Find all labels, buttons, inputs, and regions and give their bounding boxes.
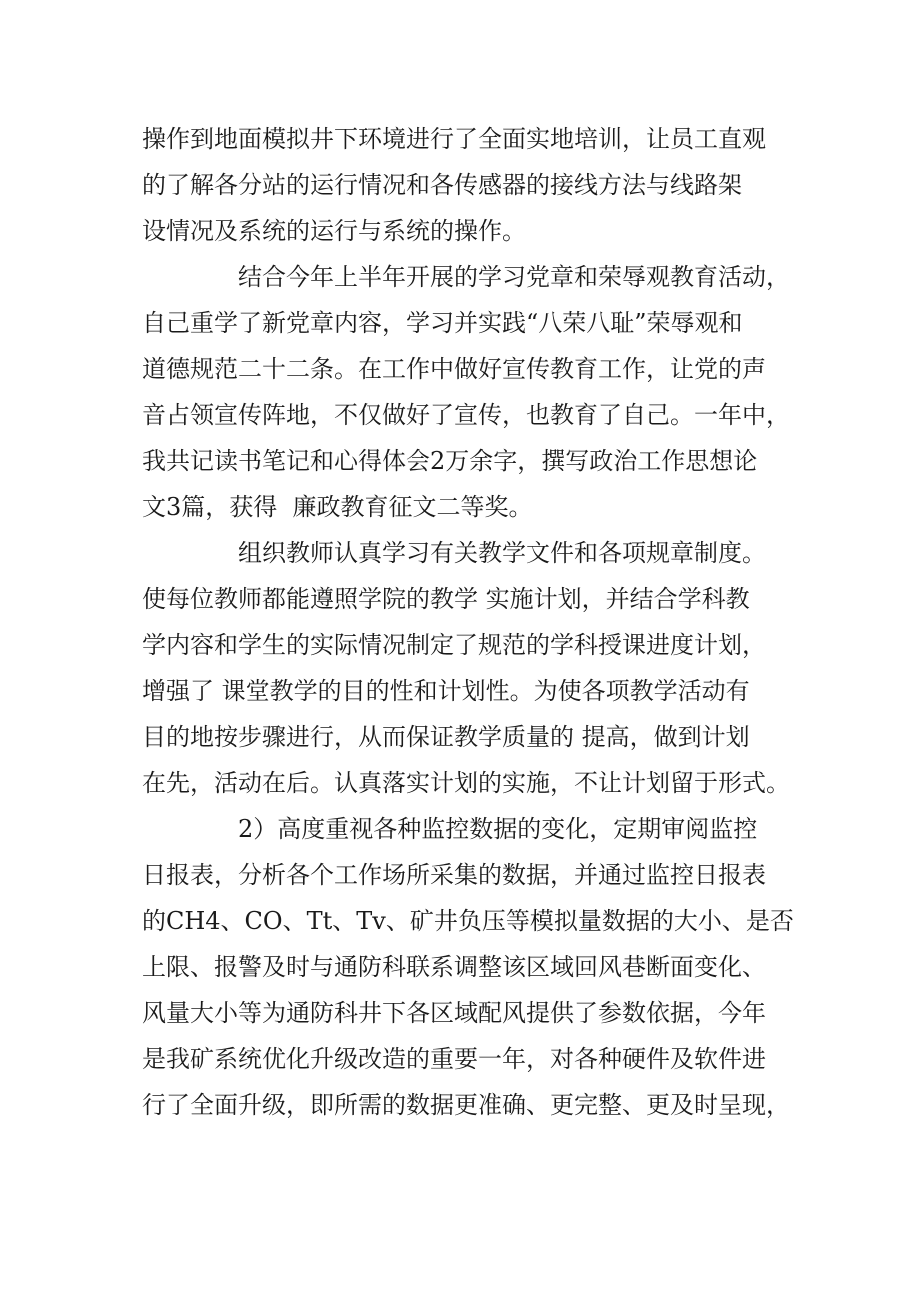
text-line: 结合今年上半年开展的学习党章和荣辱观教育活动，	[238, 263, 790, 291]
document-body	[142, 116, 802, 1128]
text-line: 组织教师认真学习有关教学文件和各项规章制度。	[238, 539, 766, 567]
text-line: 目的地按步骤进行，从而保证教学质量的 提高，做到计划	[142, 723, 750, 751]
text-line: 2）高度重视各种监控数据的变化，定期审阅监控	[238, 815, 758, 843]
paragraph-training	[142, 116, 802, 254]
text-line: 行了全面升级，即所需的数据更准确、更完整、更及时呈现，	[142, 1091, 790, 1119]
text-line: 的CH4、CO、Tt、Tv、矿井负压等模拟量数据的大小、是否	[142, 907, 794, 935]
text-line: 文3篇，获得 廉政教育征文二等奖。	[142, 493, 533, 521]
text-line: 使每位教师都能遵照学院的教学 实施计划，并结合学科教	[142, 585, 750, 613]
text-line: 的了解各分站的运行情况和各传感器的接线方法与线路架	[142, 171, 742, 199]
text-line: 风量大小等为通防科井下各区域配风提供了参数依据，今年	[142, 999, 766, 1027]
text-line: 操作到地面模拟井下环境进行了全面实地培训，让员工直观	[142, 125, 766, 153]
text-line: 道德规范二十二条。在工作中做好宣传教育工作，让党的声	[142, 355, 766, 383]
text-line: 设情况及系统的运行与系统的操作。	[142, 217, 526, 245]
paragraph-monitoring-data	[142, 806, 802, 1128]
text-line: 是我矿系统优化升级改造的重要一年，对各种硬件及软件进	[142, 1045, 766, 1073]
text-line: 增强了 课堂教学的目的性和计划性。为使各项教学活动有	[142, 677, 750, 705]
paragraph-teaching-plan	[142, 530, 802, 806]
text-line: 音占领宣传阵地，不仅做好了宣传，也教育了自己。一年中，	[142, 401, 790, 429]
text-line: 学内容和学生的实际情况制定了规范的学科授课进度计划，	[142, 631, 766, 659]
text-line: 自己重学了新党章内容，学习并实践“八荣八耻”荣辱观和	[142, 309, 743, 337]
text-line: 日报表，分析各个工作场所采集的数据，并通过监控日报表	[142, 861, 766, 889]
text-line: 我共记读书笔记和心得体会2万余字，撰写政治工作思想论	[142, 447, 758, 475]
text-line: 上限、报警及时与通防科联系调整该区域回风巷断面变化、	[142, 953, 766, 981]
paragraph-party-study	[142, 254, 802, 530]
text-line: 在先，活动在后。认真落实计划的实施，不让计划留于形式。	[142, 769, 790, 797]
